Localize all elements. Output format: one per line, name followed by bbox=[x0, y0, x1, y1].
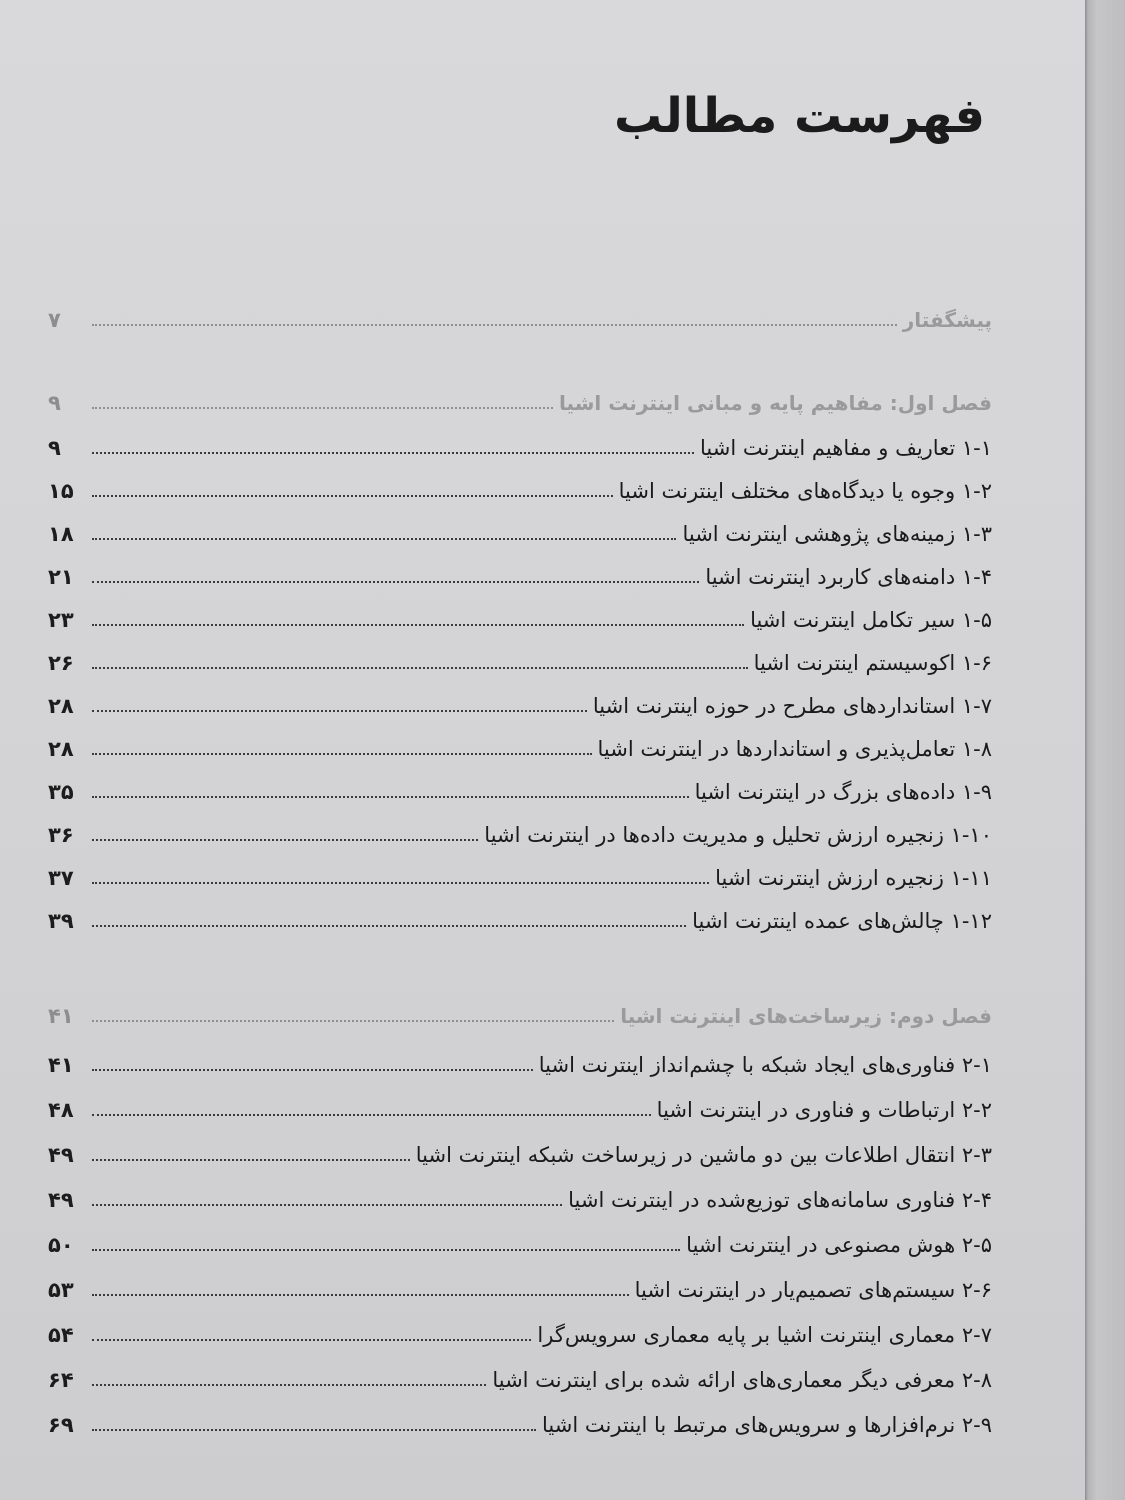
entry-label: ۲-۴ فناوری سامانه‌های توزیع‌شده در اینترنت اشیا bbox=[568, 1188, 992, 1212]
entry-label: ۱-۲ وجوه یا دیدگاه‌های مختلف اینترنت اشیا bbox=[618, 479, 992, 503]
dot-leader bbox=[92, 538, 676, 540]
entry-label: ۱-۱۱ زنجیره ارزش اینترنت اشیا bbox=[715, 866, 992, 890]
entry-label: ۲-۱ فناوری‌های ایجاد شبکه با چشم‌انداز اینترنت اشیا bbox=[538, 1053, 992, 1077]
page-number: ۳۹ bbox=[48, 909, 74, 933]
page-number: ۵۴ bbox=[48, 1323, 74, 1347]
page-number: ۱۵ bbox=[48, 479, 74, 503]
entry-label: ۱-۵ سیر تکامل اینترنت اشیا bbox=[750, 608, 992, 632]
entry-label: ۲-۵ هوش مصنوعی در اینترنت اشیا bbox=[686, 1233, 992, 1257]
toc-entry bbox=[48, 901, 992, 941]
dot-leader bbox=[92, 1159, 410, 1161]
entry-label: ۱-۱۰ زنجیره ارزش تحلیل و مدیریت داده‌ها در اینترنت اشیا bbox=[484, 823, 992, 847]
dot-leader bbox=[92, 1294, 629, 1296]
dot-leader bbox=[92, 1384, 486, 1386]
chapter-label: فصل دوم: زیرساخت‌های اینترنت اشیا bbox=[620, 1004, 992, 1028]
page-title: فهرست مطالب bbox=[613, 88, 985, 144]
dot-leader bbox=[92, 324, 897, 326]
toc-entry bbox=[48, 858, 992, 898]
dot-leader bbox=[92, 581, 699, 583]
dot-leader bbox=[92, 710, 587, 712]
toc-entry bbox=[48, 1225, 992, 1265]
entry-label: ۱-۱۲ چالش‌های عمده اینترنت اشیا bbox=[692, 909, 992, 933]
entry-label: ۱-۴ دامنه‌های کاربرد اینترنت اشیا bbox=[705, 565, 992, 589]
toc-entry bbox=[48, 1045, 992, 1085]
dot-leader bbox=[92, 452, 694, 454]
toc-entry bbox=[48, 1405, 992, 1445]
page-number: ۲۸ bbox=[48, 694, 74, 718]
page-edge bbox=[1085, 0, 1125, 1500]
entry-label: ۱-۶ اکوسیستم اینترنت اشیا bbox=[753, 651, 992, 675]
toc-entry bbox=[48, 643, 992, 683]
toc-entry bbox=[48, 772, 992, 812]
page-number: ۴۹ bbox=[48, 1143, 74, 1167]
toc-entry bbox=[48, 471, 992, 511]
dot-leader bbox=[92, 1114, 651, 1116]
page-number: ۴۱ bbox=[48, 1053, 74, 1077]
dot-leader bbox=[92, 1249, 680, 1251]
page-number: ۱۸ bbox=[48, 522, 74, 546]
entry-label: ۲-۲ ارتباطات و فناوری در اینترنت اشیا bbox=[656, 1098, 992, 1122]
toc-entry bbox=[48, 1180, 992, 1220]
section-label: پیشگفتار bbox=[902, 308, 992, 332]
toc-entry bbox=[48, 815, 992, 855]
page-number: ۳۶ bbox=[48, 823, 74, 847]
dot-leader bbox=[92, 407, 553, 409]
chapter-label: فصل اول: مفاهیم پایه و مبانی اینترنت اشیا bbox=[559, 391, 992, 415]
page-number: ۶۹ bbox=[48, 1413, 74, 1437]
dot-leader bbox=[92, 667, 748, 669]
entry-label: ۲-۶ سیستم‌های تصمیم‌یار در اینترنت اشیا bbox=[634, 1278, 992, 1302]
toc-entry bbox=[48, 1135, 992, 1175]
page-number: ۵۰ bbox=[48, 1233, 74, 1257]
entry-label: ۱-۱ تعاریف و مفاهیم اینترنت اشیا bbox=[700, 436, 992, 460]
toc-entry bbox=[48, 1270, 992, 1310]
dot-leader bbox=[92, 1339, 531, 1341]
toc-entry bbox=[48, 428, 992, 468]
page-number: ۲۶ bbox=[48, 651, 74, 675]
entry-label: ۲-۹ نرم‌افزارها و سرویس‌های مرتبط با اینترنت اشیا bbox=[542, 1413, 992, 1437]
page-number: ۴۹ bbox=[48, 1188, 74, 1212]
page-number: ۶۴ bbox=[48, 1368, 74, 1392]
toc-chapter-2-heading bbox=[48, 996, 992, 1036]
dot-leader bbox=[92, 624, 744, 626]
entry-label: ۲-۳ انتقال اطلاعات بین دو ماشین در زیرساخت شبکه اینترنت اشیا bbox=[415, 1143, 992, 1167]
toc-section-preface bbox=[48, 300, 992, 340]
toc-entry bbox=[48, 557, 992, 597]
dot-leader bbox=[92, 1020, 614, 1022]
page-number: ۲۱ bbox=[48, 565, 74, 589]
entry-label: ۱-۷ استانداردهای مطرح در حوزه اینترنت اشیا bbox=[592, 694, 992, 718]
page-number: ۲۳ bbox=[48, 608, 74, 632]
toc-entry bbox=[48, 1315, 992, 1355]
dot-leader bbox=[92, 882, 709, 884]
toc-entry bbox=[48, 686, 992, 726]
page-number: ۷ bbox=[48, 308, 61, 332]
page-number: ۹ bbox=[48, 391, 61, 415]
dot-leader bbox=[92, 1069, 533, 1071]
dot-leader bbox=[92, 1429, 536, 1431]
toc-chapter-1-heading bbox=[48, 383, 992, 423]
page-number: ۳۵ bbox=[48, 780, 74, 804]
entry-label: ۲-۸ معرفی دیگر معماری‌های ارائه شده برای اینترنت اشیا bbox=[492, 1368, 992, 1392]
page-number: ۹ bbox=[48, 436, 61, 460]
page-number: ۳۷ bbox=[48, 866, 74, 890]
toc-entry bbox=[48, 600, 992, 640]
toc-entry bbox=[48, 1090, 992, 1130]
dot-leader bbox=[92, 495, 613, 497]
page-number: ۴۱ bbox=[48, 1004, 74, 1028]
entry-label: ۱-۸ تعامل‌پذیری و استانداردها در اینترنت اشیا bbox=[597, 737, 992, 761]
entry-label: ۱-۳ زمینه‌های پژوهشی اینترنت اشیا bbox=[682, 522, 992, 546]
entry-label: ۲-۷ معماری اینترنت اشیا بر پایه معماری سرویس‌گرا bbox=[537, 1323, 992, 1347]
toc-entry bbox=[48, 1360, 992, 1400]
dot-leader bbox=[92, 753, 592, 755]
dot-leader bbox=[92, 925, 686, 927]
entry-label: ۱-۹ داده‌های بزرگ در اینترنت اشیا bbox=[694, 780, 992, 804]
toc-entry bbox=[48, 514, 992, 554]
page-number: ۴۸ bbox=[48, 1098, 74, 1122]
page-number: ۲۸ bbox=[48, 737, 74, 761]
toc-entry bbox=[48, 729, 992, 769]
dot-leader bbox=[92, 796, 689, 798]
dot-leader bbox=[92, 839, 478, 841]
page-number: ۵۳ bbox=[48, 1278, 74, 1302]
dot-leader bbox=[92, 1204, 562, 1206]
